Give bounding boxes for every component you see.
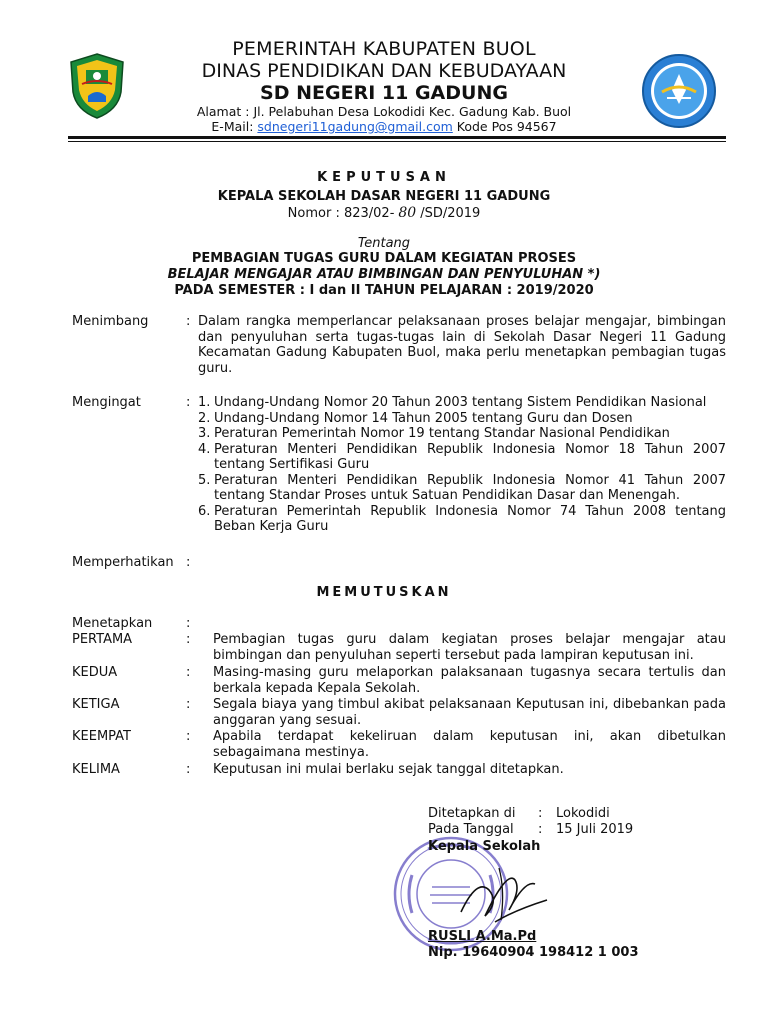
decision-text: Apabila terdapat kekeliruan dalam keputusan ini, akan dibetulkan sebagaimana mestinya. xyxy=(213,729,726,760)
mengingat-colon: : xyxy=(186,395,191,410)
list-item: 4. Peraturan Menteri Pendidikan Republik Indonesia Nomor 18 Tahun 2007 tentang Sertifikasi Guru xyxy=(198,441,726,472)
date-value: 15 Juli 2019 xyxy=(556,822,634,837)
memperhatikan-colon: : xyxy=(186,555,191,570)
tentang-label: Tentang xyxy=(357,236,411,251)
mengingat-label: Mengingat xyxy=(72,395,141,410)
menimbang-colon: : xyxy=(186,314,191,329)
header-government: PEMERINTAH KABUPATEN BUOL xyxy=(232,38,536,60)
email-link[interactable]: sdnegeri11gadung@gmail.com xyxy=(257,119,453,134)
list-item: 5. Peraturan Menteri Pendidikan Republik Indonesia Nomor 41 Tahun 2007 tentang Standar Proses untuk Satuan Pendidikan Dasar dan Menengah. xyxy=(198,472,726,503)
decision-label: PERTAMA xyxy=(72,632,133,647)
email-prefix: E-Mail: xyxy=(211,119,258,134)
decision-colon: : xyxy=(186,665,191,680)
place-label: Ditetapkan di xyxy=(428,806,516,821)
nomor-suffix: /SD/2019 xyxy=(420,206,481,221)
mengingat-list xyxy=(198,395,726,535)
header-school-name: SD NEGERI 11 GADUNG xyxy=(260,82,508,104)
decision-label: Menetapkan xyxy=(72,616,153,631)
decree-issuer: KEPALA SEKOLAH DASAR NEGERI 11 GADUNG xyxy=(217,189,551,204)
date-colon: : xyxy=(538,822,543,837)
signer-name: RUSLI A.Ma.Pd xyxy=(428,929,537,944)
decision-label: KEEMPAT xyxy=(72,729,132,744)
list-item: 2. Undang-Undang Nomor 14 Tahun 2005 tentang Guru dan Dosen xyxy=(198,410,633,426)
header-department: DINAS PENDIDIKAN DAN KEBUDAYAAN xyxy=(201,60,567,82)
memutuskan-heading: MEMUTUSKAN xyxy=(316,585,452,600)
header-rule-thick xyxy=(68,136,726,139)
nomor-handwritten: 80 xyxy=(398,205,417,221)
decree-title: KEPUTUSAN xyxy=(317,170,451,185)
place-value: Lokodidi xyxy=(556,806,610,821)
header-contact xyxy=(0,119,768,134)
subject-line-3: PADA SEMESTER : I dan II TAHUN PELAJARAN : 2019/2020 xyxy=(174,283,594,298)
decision-colon: : xyxy=(186,762,191,777)
place-colon: : xyxy=(538,806,543,821)
decision-colon: : xyxy=(186,616,191,631)
list-item: 1. Undang-Undang Nomor 20 Tahun 2003 tentang Sistem Pendidikan Nasional xyxy=(198,395,707,410)
decision-label: KETIGA xyxy=(72,697,120,712)
decision-text: Segala biaya yang timbul akibat pelaksanaan Keputusan ini, dibebankan pada anggaran yang sesuai. xyxy=(213,697,726,728)
handwritten-signature-icon xyxy=(455,850,555,930)
nomor-prefix: Nomor : 823/02- xyxy=(287,206,395,221)
memperhatikan-label: Memperhatikan xyxy=(72,555,174,570)
menimbang-label: Menimbang xyxy=(72,314,149,329)
list-item: 6. Peraturan Pemerintah Republik Indonesia Nomor 74 Tahun 2008 tentang Beban Kerja Guru xyxy=(198,503,726,534)
subject-line-1: PEMBAGIAN TUGAS GURU DALAM KEGIATAN PROSES xyxy=(191,251,577,266)
signer-nip: Nip. 19640904 198412 1 003 xyxy=(428,945,639,960)
date-label: Pada Tanggal xyxy=(428,822,514,837)
menimbang-text: Dalam rangka memperlancar pelaksanaan proses belajar mengajar, bimbingan dan penyuluhan serta tugas-tugas lain di Sekolah Dasar Negeri 11 Gadung Kecamatan Gadung Kabupaten Buol, maka perlu menetapkan pembagian tugas guru. xyxy=(198,314,726,376)
header-address: Alamat : Jl. Pelabuhan Desa Lokodidi Kec. Gadung Kab. Buol xyxy=(196,104,572,119)
decision-colon: : xyxy=(186,729,191,744)
decision-text: Pembagian tugas guru dalam kegiatan proses belajar mengajar atau bimbingan dan penyuluhan seperti tersebut pada lampiran keputusan ini. xyxy=(213,632,726,663)
decision-label: KELIMA xyxy=(72,762,120,777)
decision-text: Keputusan ini mulai berlaku sejak tanggal ditetapkan. xyxy=(213,762,564,777)
decision-label: KEDUA xyxy=(72,665,118,680)
decision-colon: : xyxy=(186,697,191,712)
decision-text: Masing-masing guru melaporkan palaksanaan tugasnya secara tertulis dan berkala kepada Kepala Sekolah. xyxy=(213,665,726,696)
signer-role: Kepala Sekolah xyxy=(428,839,541,854)
decision-colon: : xyxy=(186,632,191,647)
decree-number xyxy=(0,205,768,221)
header-rule-thin xyxy=(68,141,726,142)
postal-code: Kode Pos 94567 xyxy=(452,119,557,134)
list-item: 3. Peraturan Pemerintah Nomor 19 tentang Standar Nasional Pendidikan xyxy=(198,426,670,441)
subject-line-2: BELAJAR MENGAJAR ATAU BIMBINGAN DAN PENYULUHAN *) xyxy=(167,267,601,282)
